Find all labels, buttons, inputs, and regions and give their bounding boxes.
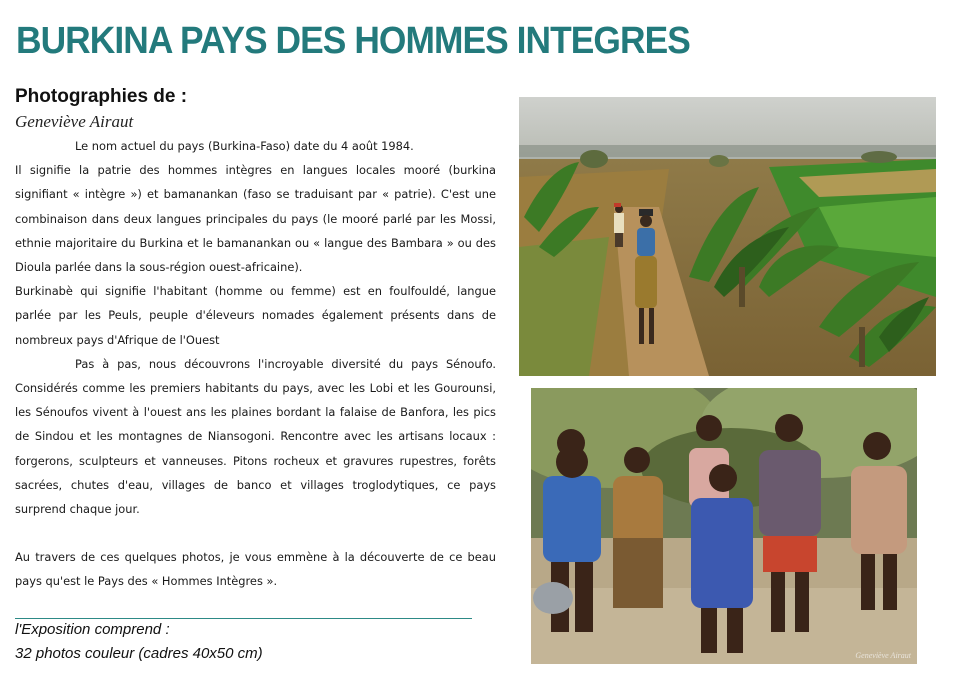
exhibition-detail: 32 photos couleur (cadres 40x50 cm): [15, 645, 263, 662]
exhibition-info: [15, 618, 263, 666]
paragraph-invitation: Au travers de ces quelques photos, je vous emmène à la découverte de ce beau pays qu'est le Pays des « Hommes Intègres ».: [15, 550, 496, 589]
photographs-heading: Photographies de :: [15, 86, 188, 107]
paragraph-meaning: Il signifie la patrie des hommes intègres en langues locales mooré (burkina signifiant « intègre ») et bamanankan (faso se traduisant par « patrie). C'est une combinaison dans deux langues principales du pays (le mooré parlé par les Mossi, ethnie majoritaire du Burkina et le bamanankan ou « langue des Bambara » ou des Dioula parlée dans la sous-région ouest-africaine).: [15, 163, 496, 275]
exhibition-heading: l'Exposition comprend :: [15, 621, 170, 638]
children-photo: [531, 388, 917, 664]
body-text: [15, 134, 496, 594]
paragraph-senoufo: Pas à pas, nous découvrons l'incroyable diversité du pays Sénoufo. Considérés comme les premiers habitants du pays, avec les Lobi et les Gourounsi, les Sénoufos vivent à l'ouest ans les plaines bordant la falaise de Banfora, les pics de Sindou et les montagnes de Niansogoni. Rencontre avec les artisans locaux : forgerons, sculpteurs et vanneuses. Pitons rocheux et gravures rupestres, forêts sacrées, chutes d'eau, villages de banco et villages troglodytiques, ce pays surprend chaque jour.: [15, 356, 496, 517]
page-title: BURKINA PAYS DES HOMMES INTEGRES: [16, 20, 690, 62]
paragraph-country-name: Le nom actuel du pays (Burkina-Faso) date du 4 août 1984.: [75, 139, 414, 153]
author-name: Geneviève Airaut: [15, 112, 134, 131]
paragraph-burkinabe: Burkinabè qui signifie l'habitant (homme ou femme) est en foulfouldé, langue parlée par les Peuls, peuple d'éleveurs nomades également présents dans de nombreux pays d'Afrique de l'Ouest: [15, 284, 496, 347]
landscape-photo: [519, 97, 936, 376]
photo-credit: Geneviève Airaut: [855, 651, 911, 660]
